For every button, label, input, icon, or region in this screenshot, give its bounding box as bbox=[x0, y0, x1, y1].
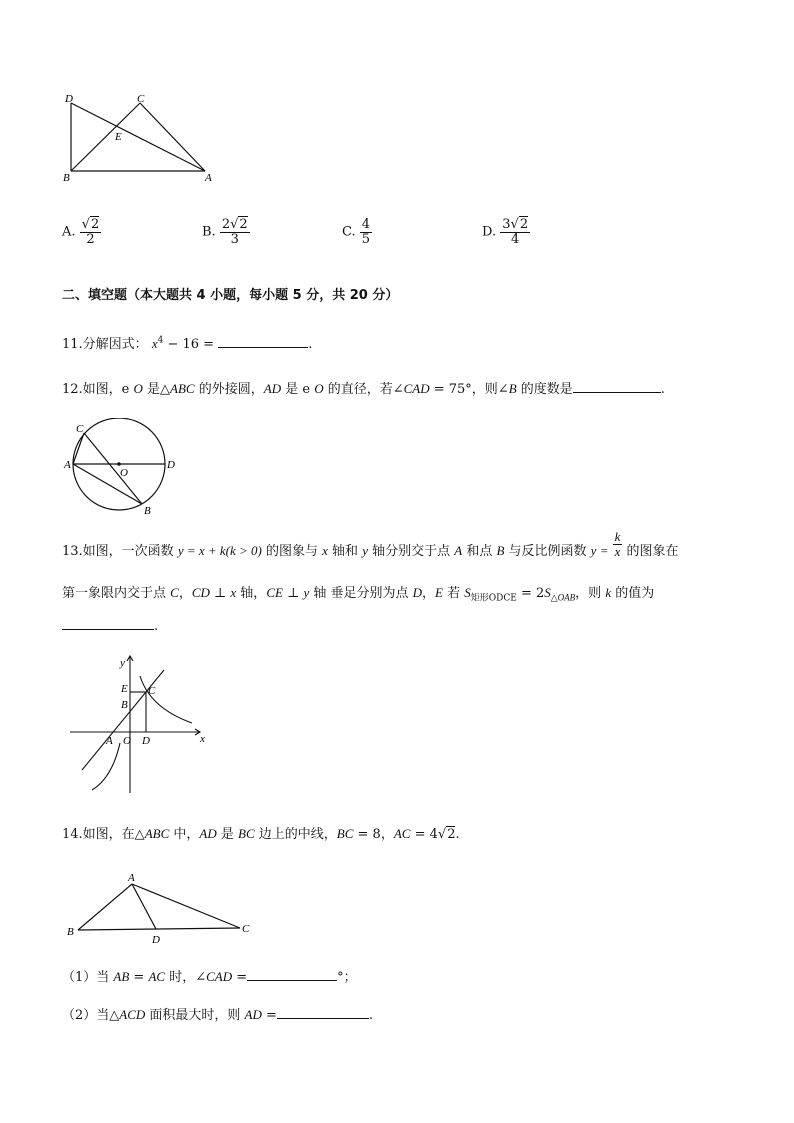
option-a-value: $\frac{√2}{2}$ bbox=[81, 217, 100, 247]
label-D: D bbox=[142, 735, 150, 747]
label-B: B bbox=[144, 505, 151, 517]
option-b-letter: B. bbox=[202, 224, 216, 240]
option-d-value: $\frac{3√2}{4}$ bbox=[502, 217, 529, 247]
label-D: D bbox=[152, 934, 160, 946]
label-O: O bbox=[120, 467, 128, 479]
question-13-line-3: . bbox=[62, 615, 158, 634]
option-c-letter: C. bbox=[342, 224, 356, 240]
option-d-letter: D. bbox=[482, 224, 497, 240]
option-a-letter: A. bbox=[62, 224, 76, 240]
label-y: y bbox=[120, 657, 125, 669]
answer-blank-13[interactable] bbox=[62, 615, 154, 630]
label-A: A bbox=[128, 872, 135, 884]
label-B: B bbox=[121, 699, 128, 711]
label-B: B bbox=[63, 172, 70, 184]
section-title: 二、填空题（本大题共 4 小题，每小题 5 分，共 20 分） bbox=[62, 288, 399, 303]
label-C: C bbox=[76, 423, 84, 435]
question-13-line-1: 13.如图，一次函数 y = x + k(k > 0) 的图象与 x 轴和 y 轴分别交于点 A 和点 B 与反比例函数 y = $\frac{k}{x}$ 的图象在 bbox=[62, 529, 679, 559]
label-x: x bbox=[200, 733, 205, 745]
label-A: A bbox=[64, 459, 71, 471]
question-11: 11.分解因式： $x^4 - 16$ = . bbox=[62, 333, 312, 352]
question-13-line-2: 第一象限内交于点 C，CD ⊥ x 轴，CE ⊥ y 轴 垂足分别为点 D，E 若 $S_{矩形ODCE} = 2S_{\triangle OAB}$，则 k 的值为 bbox=[62, 585, 655, 604]
option-b-value: $\frac{2√2}{3}$ bbox=[221, 217, 248, 247]
question-12: 12.如图，e O 是△ABC 的外接圆，AD 是 e O 的直径，若∠CAD = 75°，则∠B 的度数是 . bbox=[62, 378, 665, 397]
label-D: D bbox=[65, 93, 73, 105]
label-E: E bbox=[115, 131, 122, 143]
label-C: C bbox=[148, 685, 156, 697]
label-D: D bbox=[167, 459, 175, 471]
label-B: B bbox=[67, 926, 74, 938]
figure-q10 bbox=[55, 88, 225, 188]
label-A: A bbox=[205, 172, 212, 184]
label-E: E bbox=[121, 683, 128, 695]
option-a[interactable] bbox=[62, 218, 101, 246]
figure-q14 bbox=[62, 868, 262, 948]
answer-blank-12[interactable] bbox=[573, 378, 661, 393]
label-O: O bbox=[123, 735, 131, 747]
answer-blank-14-2[interactable] bbox=[277, 1004, 369, 1019]
figure-q13 bbox=[62, 648, 222, 798]
fraction-k-over-x: $\frac{k}{x}$ bbox=[614, 529, 621, 559]
option-c-value: $\frac{4}{5}$ bbox=[361, 217, 371, 247]
label-C: C bbox=[137, 93, 145, 105]
label-A: A bbox=[106, 735, 113, 747]
question-14-part-2: （2）当△ACD 面积最大时，则 AD = . bbox=[62, 1004, 373, 1023]
label-C: C bbox=[242, 923, 250, 935]
option-d[interactable] bbox=[482, 218, 530, 246]
question-14-part-1: （1）当 AB = AC 时，∠CAD = °； bbox=[62, 966, 357, 985]
option-b[interactable] bbox=[202, 218, 250, 246]
answer-blank-11[interactable] bbox=[218, 333, 308, 348]
answer-blank-14-1[interactable] bbox=[247, 966, 337, 981]
question-14: 14.如图，在△ABC 中，AD 是 BC 边上的中线，BC = 8，AC = 4√2. bbox=[62, 826, 460, 842]
option-c[interactable] bbox=[342, 218, 372, 246]
figure-q12 bbox=[62, 418, 192, 518]
